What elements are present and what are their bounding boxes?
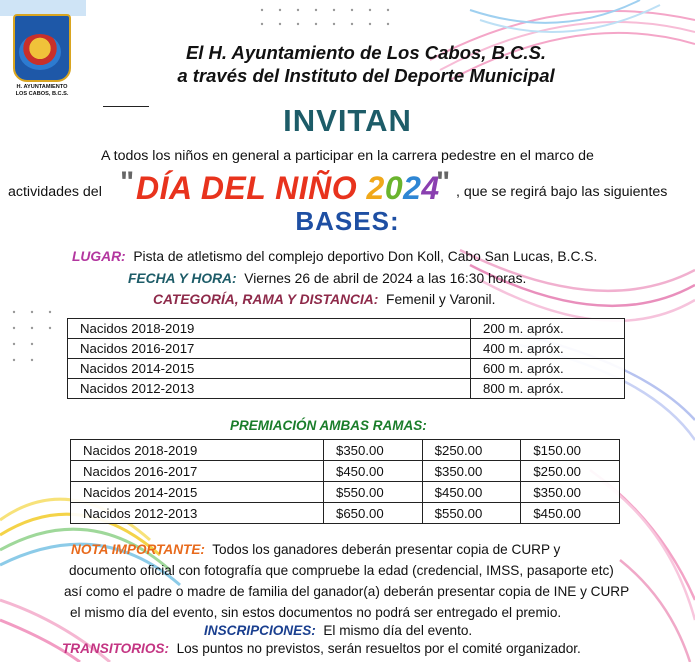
fecha-value: Viernes 26 de abril de 2024 a las 16:30 horas.	[244, 271, 527, 286]
event-title-letter: 4	[421, 170, 440, 206]
table-row	[68, 379, 625, 399]
logo-caption-line1: H. AYUNTAMIENTO	[16, 84, 68, 90]
event-title-letter: 0	[384, 170, 404, 206]
third-place-prize-cell: $150.00	[521, 440, 620, 461]
distance-table	[67, 318, 625, 399]
event-title-letter: N	[275, 170, 299, 206]
age-group-cell: Nacidos 2014-2015	[68, 359, 471, 379]
transitorios-value: Los puntos no previstos, serán resueltos por el comité organizador.	[176, 641, 581, 656]
dot-pattern-left	[13, 311, 51, 361]
event-title-letter: I	[298, 170, 309, 206]
age-group-cell: Nacidos 2016-2017	[68, 339, 471, 359]
header-line1: El H. Ayuntamiento de Los Cabos, B.C.S.	[185, 42, 547, 63]
first-place-prize-cell: $350.00	[324, 440, 423, 461]
third-place-prize-cell: $350.00	[521, 482, 620, 503]
lugar-label: LUGAR:	[72, 249, 126, 264]
municipality-logo	[13, 14, 71, 104]
table-row	[71, 461, 620, 482]
table-row	[68, 339, 625, 359]
first-place-prize-cell: $650.00	[324, 503, 423, 524]
event-title-letter: 2	[366, 170, 385, 206]
categoria-value: Femenil y Varonil.	[386, 292, 496, 307]
age-group-cell: Nacidos 2012-2013	[68, 379, 471, 399]
first-place-prize-cell: $450.00	[324, 461, 423, 482]
event-title-letter: D	[136, 170, 160, 206]
nota-line4: el mismo día del evento, sin estos documentos no podrá ser entregado el premio.	[70, 605, 562, 620]
event-title-letter	[191, 170, 200, 206]
fecha-label: FECHA Y HORA:	[128, 271, 237, 286]
distance-cell: 600 m. apróx.	[471, 359, 625, 379]
age-group-cell: Nacidos 2014-2015	[71, 482, 324, 503]
intro-line2	[0, 166, 695, 210]
coat-of-arms-emblem	[19, 34, 61, 70]
table-row	[71, 440, 620, 461]
intro-line2-start: actividades del	[8, 184, 102, 200]
nota-label: NOTA IMPORTANTE:	[71, 542, 205, 557]
transitorios-row	[62, 641, 581, 656]
first-place-prize-cell: $550.00	[324, 482, 423, 503]
event-title-letter: 2	[403, 170, 422, 206]
logo-caption	[7, 84, 77, 98]
nota-line2: documento oficial con fotografía que compruebe la edad (credencial, IMSS, pasaporte etc)	[69, 563, 614, 578]
bases-heading: BASES:	[295, 206, 400, 236]
event-title-block	[120, 166, 451, 210]
intro-line2-end: , que se regirá bajo las siguientes	[456, 184, 668, 200]
age-group-cell: Nacidos 2012-2013	[71, 503, 324, 524]
second-place-prize-cell: $550.00	[422, 503, 521, 524]
fecha-row	[128, 271, 526, 286]
event-title-letter: E	[224, 170, 247, 206]
dot-pattern-top	[261, 9, 389, 25]
nota-line1	[71, 542, 560, 557]
invitan-heading: INVITAN	[283, 103, 412, 138]
inscripciones-value: El mismo día del evento.	[323, 623, 473, 638]
nota-line3: así como el padre o madre de familia del ganador(a) deberán presentar copia de INE y CURP	[64, 584, 630, 599]
lugar-value: Pista de atletismo del complejo deportivo Don Koll, Cabo San Lucas, B.C.S.	[133, 249, 598, 264]
event-title-letter: Í	[159, 170, 169, 206]
close-quote-icon: "	[436, 166, 451, 199]
inscripciones-row	[204, 623, 472, 638]
lugar-row	[72, 249, 597, 264]
logo-caption-line2: LOS CABOS, B.C.S.	[15, 91, 69, 97]
second-place-prize-cell: $450.00	[422, 482, 521, 503]
age-group-cell: Nacidos 2018-2019	[68, 319, 471, 339]
event-title-letter: L	[246, 170, 266, 206]
table-row	[68, 359, 625, 379]
second-place-prize-cell: $250.00	[422, 440, 521, 461]
transitorios-label: TRANSITORIOS:	[62, 641, 169, 656]
event-title-letter: D	[200, 170, 225, 206]
event-title-letter: A	[169, 170, 192, 206]
event-title-letter	[266, 170, 275, 206]
nota-text1: Todos los ganadores deberán presentar copia de CURP y	[212, 542, 561, 557]
categoria-row	[153, 292, 495, 307]
inscripciones-label: INSCRIPCIONES:	[204, 623, 316, 638]
second-place-prize-cell: $350.00	[422, 461, 521, 482]
event-title	[136, 170, 440, 207]
prize-table	[70, 439, 620, 524]
premiacion-title: PREMIACIÓN AMBAS RAMAS:	[230, 418, 427, 433]
table-row	[71, 482, 620, 503]
distance-cell: 200 m. apróx.	[471, 319, 625, 339]
age-group-cell: Nacidos 2018-2019	[71, 440, 324, 461]
event-title-letter: O	[331, 170, 358, 206]
table-row	[68, 319, 625, 339]
categoria-label: CATEGORÍA, RAMA Y DISTANCIA:	[153, 292, 379, 307]
open-quote-icon: "	[120, 166, 135, 199]
distance-cell: 800 m. apróx.	[471, 379, 625, 399]
header-line2: a través del Instituto del Deporte Municipal	[177, 65, 555, 86]
age-group-cell: Nacidos 2016-2017	[71, 461, 324, 482]
event-title-letter	[357, 170, 366, 206]
third-place-prize-cell: $450.00	[521, 503, 620, 524]
event-title-letter: Ñ	[308, 170, 332, 206]
table-row	[71, 503, 620, 524]
distance-cell: 400 m. apróx.	[471, 339, 625, 359]
third-place-prize-cell: $250.00	[521, 461, 620, 482]
intro-line1: A todos los niños en general a participar en la carrera pedestre en el marco de	[101, 148, 594, 164]
